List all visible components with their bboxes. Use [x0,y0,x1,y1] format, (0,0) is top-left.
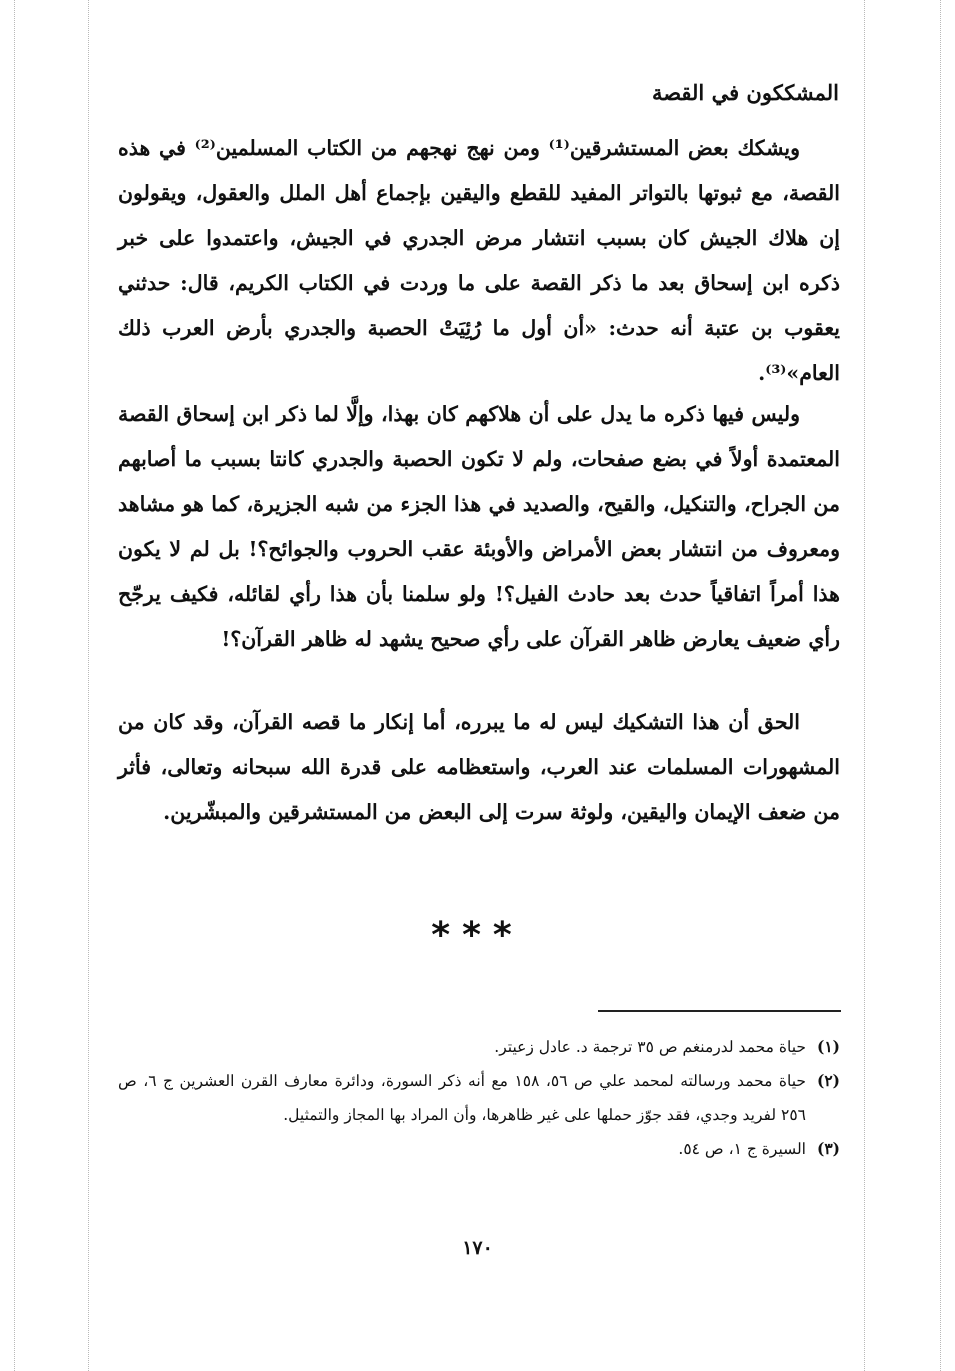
scan-guide-line [88,0,89,1371]
paragraph-1 [118,126,840,396]
footnote-text: حياة محمد لدرمنغم ص ٣٥ ترجمة د. عادل زعيتر. [494,1038,806,1056]
paragraph-3 [118,700,840,835]
footnote-3 [118,1132,840,1166]
scan-guide-line [940,0,941,1371]
footnote-number: (١) [816,1037,840,1056]
footnote-number: (٣) [816,1139,840,1158]
footnote-number: (٢) [816,1071,840,1090]
footnote-1 [118,1030,840,1064]
section-separator: *** [431,915,524,956]
paragraph-text: الحق أن هذا التشكيك ليس له ما يبرره، أما إنكار ما قصه القرآن، وقد كان من المشهورات المسلمات عند العرب، واستعظامه على قدرة الله سبحانه وتعالى، فأثر من ضعف الإيمان واليقين، ولوثة سرت إلى البعض من المستشرقين والمبشّرين. [118,710,840,824]
footnotes [118,1030,840,1166]
paragraph-text: وليس فيها ذكره ما يدل على أن هلاكهم كان بهذا، وإلَّا لما ذكر ابن إسحاق القصة المعتمدة أولاً في بضع صفحات، ولم لا تكون الحصبة والجدري كانتا بسبب ما أصابهم من الجراح، والتنكيل، والقيح، والصديد في هذا الجزء من شبه الجزيرة، كما هو مشاهد ومعروف من انتشار بعض الأمراض والأوبئة عقب الحروب والجوائح؟! بل لم لا يكون هذا أمراً اتفاقياً حدث بعد حادث الفيل؟! ولو سلمنا بأن هذا رأي لقائله، فكيف يرجّح رأي ضعيف يعارض ظاهر القرآن على رأي صحيح يشهد له ظاهر القرآن؟! [118,402,840,651]
footnote-text: حياة محمد ورسالته لمحمد علي ص ٥٦، ١٥٨ مع أنه ذكر السورة، ودائرة معارف القرن العشرين ج ٦، ص ٢٥٦ لفريد وجدي، فقد جوّز حملها على غير ظاهرها، وأن المراد بها المجاز والتمثيل. [118,1072,807,1124]
paragraph-2 [118,392,840,662]
page-heading: المشككون في القصة [651,80,839,105]
paragraph-text: ويشكك بعض المستشرقين⁽¹⁾ ومن نهج نهجهم من الكتاب المسلمين⁽²⁾ في هذه القصة، مع ثبوتها بالتواتر المفيد للقطع واليقين بإجماع أهل الملل والعقول، ويقولون إن هلاك الجيش كان بسبب انتشار مرض الجدري في الجيش، واعتمدوا على خبر ذكره ابن إسحاق بعد ما ذكر القصة على ما وردت في الكتاب الكريم، قال: حدثني يعقوب بن عتبة أنه حدث: «أن أول ما رُئِيَتْ الحصبة والجدري بأرض العرب ذلك العام»⁽³⁾. [118,136,840,385]
scan-guide-line [864,0,865,1371]
footnote-text: السيرة ج ١، ص ٥٤. [678,1140,806,1158]
footnote-rule [598,1010,841,1012]
page-number: ١٧٠ [462,1237,493,1259]
scan-guide-line [14,0,15,1371]
footnote-2 [118,1064,840,1132]
